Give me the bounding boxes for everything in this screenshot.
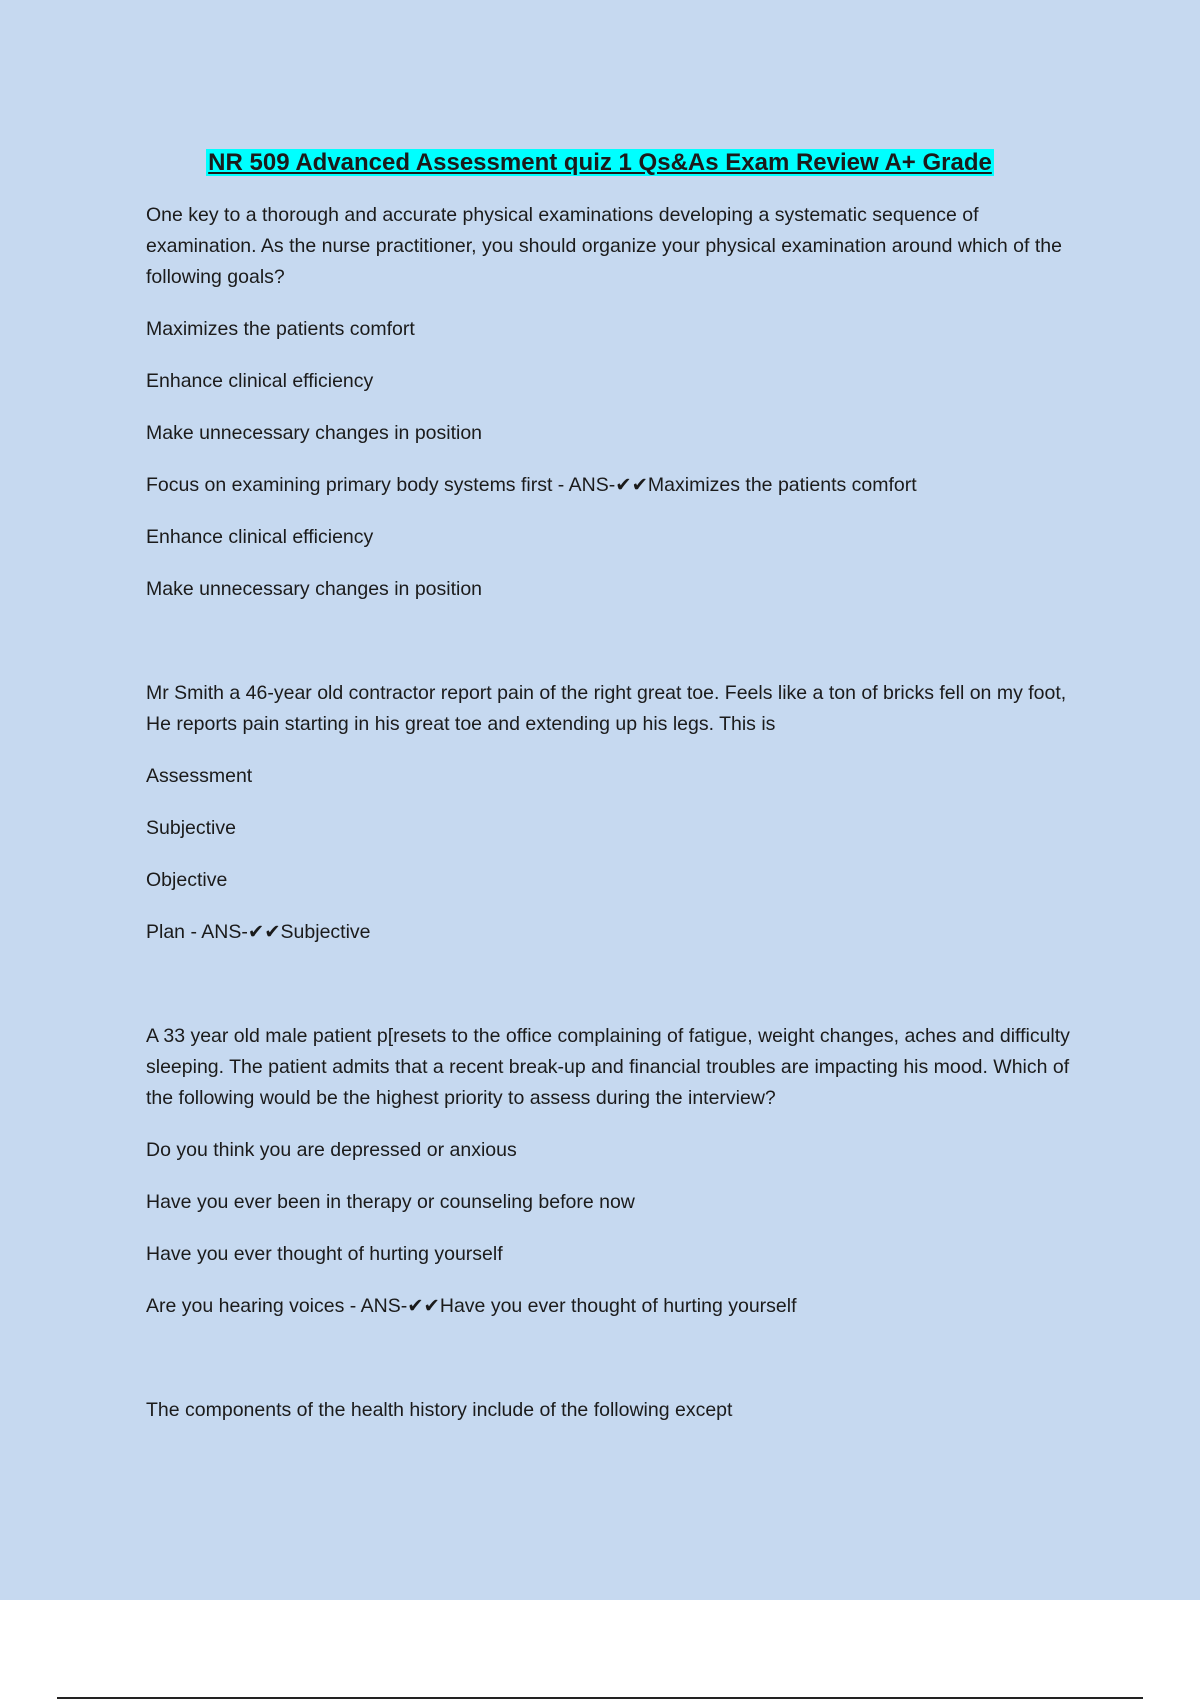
question-3-option-1: Do you think you are depressed or anxious xyxy=(146,1139,517,1161)
question-3-text: A 33 year old male patient p[resets to the office complaining of fatigue, weight changes, aches and difficulty sleeping. The patient admits that a recent break-up and financial troubles are impacting his mood. Which of the following would be the highest priority to assess during the interview? xyxy=(146,1025,1070,1109)
question-2-option-2: Subjective xyxy=(146,817,236,839)
question-1-line-5: Enhance clinical efficiency xyxy=(146,526,374,548)
question-2-option-1: Assessment xyxy=(146,765,253,787)
question-spacer xyxy=(146,626,1086,678)
document-body xyxy=(146,200,1086,1447)
document-title-text: NR 509 Advanced Assessment quiz 1 Qs&As Exam Review A+ Grade xyxy=(208,149,992,176)
question-1-option-3: Make unnecessary changes in position xyxy=(146,422,483,444)
question-1-option-2: Enhance clinical efficiency xyxy=(146,370,374,392)
footer-divider xyxy=(57,1697,1143,1699)
question-spacer xyxy=(146,1343,1086,1395)
question-spacer xyxy=(146,969,1086,1021)
question-3-answer-line: Are you hearing voices - ANS-✔✔Have you ever thought of hurting yourself xyxy=(146,1295,797,1317)
document-title xyxy=(0,147,1200,179)
question-2-option-3: Objective xyxy=(146,869,228,891)
question-2-answer-line: Plan - ANS-✔✔Subjective xyxy=(146,921,371,943)
question-1-text: One key to a thorough and accurate physical examinations developing a systematic sequence of examination. As the nurse practitioner, you should organize your physical examination around which of the following goals? xyxy=(146,204,1062,288)
question-1-answer-line: Focus on examining primary body systems first - ANS-✔✔Maximizes the patients comfort xyxy=(146,474,917,496)
question-1-option-1: Maximizes the patients comfort xyxy=(146,318,415,340)
question-2-text: Mr Smith a 46-year old contractor report pain of the right great toe. Feels like a ton of bricks fell on my foot, He reports pain starting in his great toe and extending up his legs. This is xyxy=(146,682,1067,735)
question-4-text: The components of the health history include of the following except xyxy=(146,1399,733,1421)
question-3-option-2: Have you ever been in therapy or counseling before now xyxy=(146,1191,635,1213)
question-1-line-6: Make unnecessary changes in position xyxy=(146,578,483,600)
question-3-option-3: Have you ever thought of hurting yourself xyxy=(146,1243,503,1265)
